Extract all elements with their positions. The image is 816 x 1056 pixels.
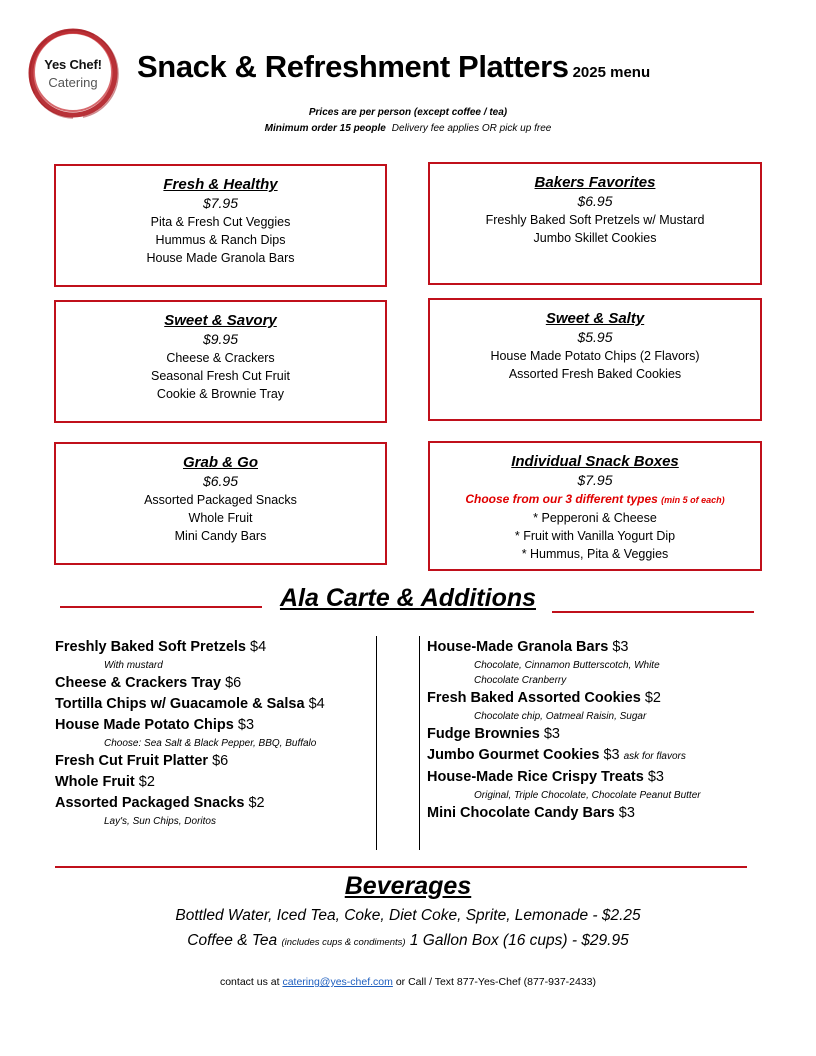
column-divider-left — [376, 636, 377, 850]
menu-item-desc: Original, Triple Chocolate, Chocolate Peanut Butter — [474, 790, 701, 801]
beverages-line-coffee: Coffee & Tea (includes cups & condiments) 1 Gallon Box (16 cups) - $29.95 — [187, 932, 629, 949]
ala-carte-right-column — [427, 637, 701, 824]
menu-item-desc: Lay's, Sun Chips, Doritos — [104, 816, 216, 827]
menu-item: Assorted Packaged Snacks $2 — [55, 795, 265, 811]
platter-name: Fresh & Healthy — [163, 176, 278, 193]
snack-box-minimum: (min 5 of each) — [661, 495, 725, 505]
platter-price: $7.95 — [577, 472, 613, 488]
logo-text-catering: Catering — [48, 75, 98, 90]
page-title — [137, 49, 650, 85]
platter-name: Sweet & Savory — [164, 312, 277, 329]
platter-price: $7.95 — [202, 195, 239, 211]
platter-price: $9.95 — [202, 331, 239, 347]
platter-price: $6.95 — [202, 473, 239, 489]
platter-item: * Fruit with Vanilla Yogurt Dip — [514, 529, 676, 543]
logo-text-brand: Yes Chef! — [44, 57, 102, 72]
menu-item: Fresh Baked Assorted Cookies $2 — [427, 690, 661, 706]
platter-box-sweet-savory — [54, 300, 387, 423]
page-title-text: Snack & Refreshment Platters — [137, 49, 569, 84]
minimum-order-note: Minimum order 15 people — [264, 123, 386, 134]
snack-box-note — [430, 490, 760, 509]
menu-item: Cheese & Crackers Tray $6 — [55, 675, 242, 691]
platter-item: Cheese & Crackers — [166, 351, 275, 365]
platter-item: Pita & Fresh Cut Veggies — [150, 215, 291, 229]
platter-item: House Made Potato Chips (2 Flavors) — [490, 349, 700, 363]
platter-item: House Made Granola Bars — [146, 251, 295, 265]
email-link[interactable]: catering@yes-chef.com — [282, 976, 393, 988]
contact-phone: or Call / Text 877-Yes-Chef (877-937-2433) — [395, 976, 597, 988]
platter-item: Whole Fruit — [188, 511, 253, 525]
menu-item-desc: Chocolate Cranberry — [474, 675, 567, 686]
platter-item: * Pepperoni & Cheese — [533, 511, 657, 525]
menu-item-desc: With mustard — [104, 660, 163, 671]
platter-box-individual-snack-boxes — [428, 441, 762, 571]
platter-item: Freshly Baked Soft Pretzels w/ Mustard — [485, 213, 705, 227]
menu-item: House-Made Granola Bars $3 — [427, 639, 629, 655]
platter-name: Individual Snack Boxes — [511, 453, 679, 470]
menu-item: Tortilla Chips w/ Guacamole & Salsa $4 — [55, 696, 325, 712]
platter-item: Jumbo Skillet Cookies — [533, 231, 657, 245]
pricing-note: Prices are per person (except coffee / tea) — [308, 107, 508, 118]
menu-item-desc: Chocolate, Cinnamon Butterscotch, White — [474, 660, 660, 671]
contact-line — [0, 976, 816, 988]
menu-item: Mini Chocolate Candy Bars $3 — [427, 805, 635, 821]
platter-item: Assorted Packaged Snacks — [144, 493, 297, 507]
platter-price: $6.95 — [577, 193, 613, 209]
menu-item: House Made Potato Chips $3 — [55, 717, 255, 733]
ala-carte-title: Ala Carte & Additions — [279, 584, 537, 612]
menu-item: Jumbo Gourmet Cookies $3 ask for flavors — [427, 747, 686, 763]
platter-name: Sweet & Salty — [545, 310, 645, 327]
platter-item: Seasonal Fresh Cut Fruit — [151, 369, 290, 383]
menu-item: Whole Fruit $2 — [55, 774, 155, 790]
menu-item-desc: Chocolate chip, Oatmeal Raisin, Sugar — [474, 711, 647, 722]
delivery-note: Delivery fee applies OR pick up free — [391, 123, 552, 134]
menu-item-desc: Choose: Sea Salt & Black Pepper, BBQ, Buffalo — [104, 738, 317, 749]
platter-item: Hummus & Ranch Dips — [155, 233, 286, 247]
platter-box-sweet-salty — [428, 298, 762, 421]
platter-item: Mini Candy Bars — [174, 529, 267, 543]
platter-name: Grab & Go — [182, 454, 258, 471]
contact-prefix: contact us at — [219, 976, 280, 988]
beverages-line-soft-drinks: Bottled Water, Iced Tea, Coke, Diet Coke, Sprite, Lemonade - $2.25 — [175, 907, 641, 924]
platter-box-grab-go — [54, 442, 387, 565]
beverages-title: Beverages — [344, 872, 472, 900]
platter-box-bakers-favorites — [428, 162, 762, 285]
platter-item: Cookie & Brownie Tray — [156, 387, 285, 401]
logo-ring-icon — [26, 26, 120, 120]
snack-box-note-text: Choose from our 3 different types — [465, 492, 658, 506]
platter-item: Assorted Fresh Baked Cookies — [508, 367, 682, 381]
platter-name: Bakers Favorites — [534, 174, 656, 191]
menu-item: Freshly Baked Soft Pretzels $4 — [55, 639, 267, 655]
menu-item: Fudge Brownies $3 — [427, 726, 560, 742]
menu-item: House-Made Rice Crispy Treats $3 — [427, 769, 664, 785]
platter-box-fresh-healthy — [54, 164, 387, 287]
menu-item: Fresh Cut Fruit Platter $6 — [55, 753, 229, 769]
ala-carte-left-column — [55, 637, 325, 829]
order-note — [0, 123, 816, 134]
column-divider-right — [419, 636, 420, 850]
platter-price: $5.95 — [577, 329, 613, 345]
page-subtitle: 2025 menu — [572, 64, 651, 81]
divider-beverages — [55, 866, 747, 868]
platter-item: * Hummus, Pita & Veggies — [521, 547, 669, 561]
logo — [26, 26, 120, 120]
